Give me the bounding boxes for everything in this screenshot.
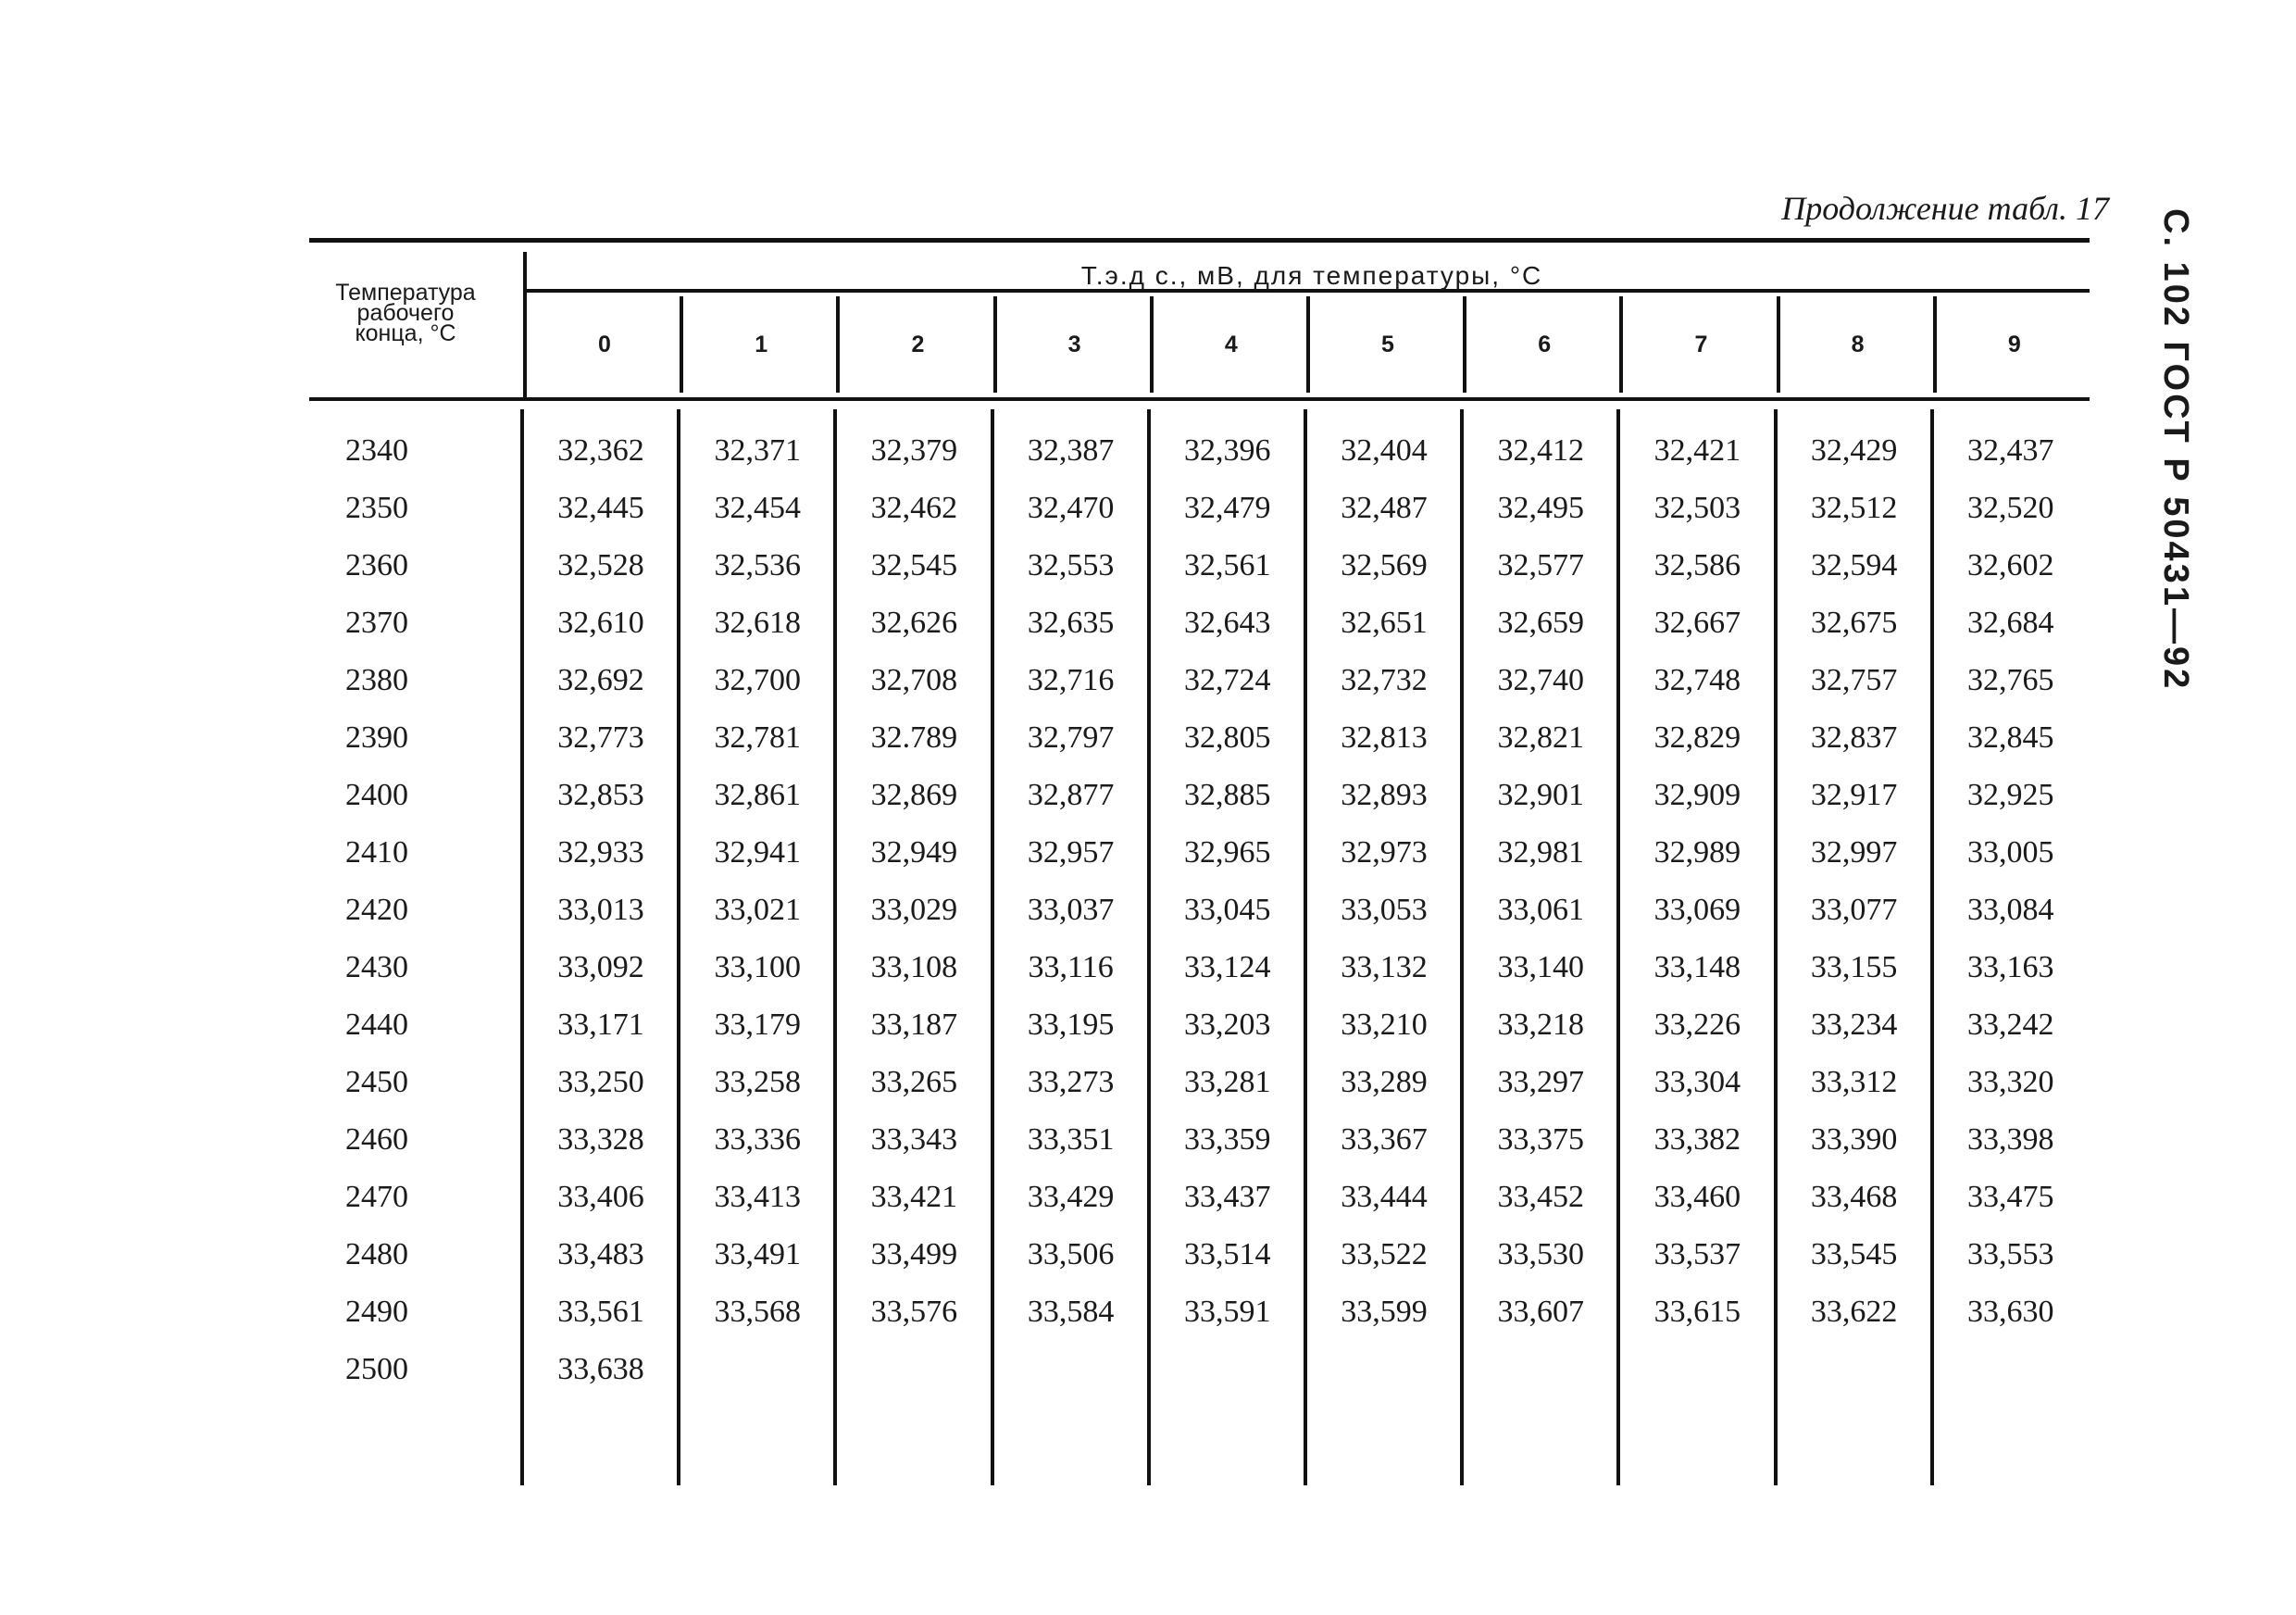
emf-cell: 32,941: [714, 835, 801, 870]
emf-cell: 33,561: [557, 1295, 644, 1329]
emf-cell: 32,861: [714, 778, 801, 812]
temperature-cell: 2380: [345, 663, 408, 697]
emf-cell: 33,226: [1653, 1008, 1741, 1042]
emf-cell: 33,084: [1967, 893, 2054, 927]
emf-cell: 32,917: [1810, 778, 1898, 812]
stub-header-line: Температура: [335, 280, 476, 306]
emf-cell: 32,561: [1184, 548, 1271, 582]
emf-cell: 32,700: [714, 663, 801, 697]
emf-cell: 32,626: [870, 606, 958, 640]
emf-cell: 32,594: [1810, 548, 1898, 582]
emf-cell: 33,343: [870, 1122, 958, 1157]
emf-cell: 33,124: [1184, 950, 1271, 984]
emf-cell: 32,973: [1341, 835, 1428, 870]
emf-cell: 32,909: [1653, 778, 1741, 812]
emf-cell: 32,643: [1184, 606, 1271, 640]
emf-cell: 32,520: [1967, 491, 2054, 525]
emf-cell: 32,577: [1497, 548, 1584, 582]
emf-cell: 33,599: [1341, 1295, 1428, 1329]
temperature-cell: 2490: [345, 1295, 408, 1329]
column-header: 2: [911, 332, 925, 357]
emf-cell: 32,957: [1027, 835, 1115, 870]
table-top-rule: [309, 238, 2090, 243]
emf-cell: 33,029: [870, 893, 958, 927]
emf-cell: 32,437: [1967, 433, 2054, 468]
emf-cell: 32,651: [1341, 606, 1428, 640]
temperature-cell: 2480: [345, 1237, 408, 1271]
emf-cell: 32,404: [1341, 433, 1428, 468]
emf-cell: 32,757: [1810, 663, 1898, 697]
stub-header-line: конца, °С: [355, 320, 456, 346]
emf-cell: 33,234: [1810, 1008, 1898, 1042]
continuation-caption: Продолжение табл. 17: [1781, 190, 2109, 227]
emf-cell: 33,506: [1027, 1237, 1115, 1271]
emf-cell: 32,829: [1653, 720, 1741, 755]
emf-cell: 32,692: [557, 663, 644, 697]
emf-cell: 33,460: [1653, 1180, 1741, 1214]
emf-cell: 32,997: [1810, 835, 1898, 870]
emf-cell: 33,382: [1653, 1122, 1741, 1157]
emf-cell: 32,781: [714, 720, 801, 755]
emf-cell: 33,312: [1810, 1065, 1898, 1099]
temperature-cell: 2440: [345, 1008, 408, 1042]
emf-cell: 32,667: [1653, 606, 1741, 640]
emf-cell: 32,708: [870, 663, 958, 697]
emf-cell: 33,187: [870, 1008, 958, 1042]
temperature-cell: 2500: [345, 1352, 408, 1386]
emf-cell: 33,061: [1497, 893, 1584, 927]
header-column-rule: [1777, 296, 1780, 393]
emf-cell: 33,615: [1653, 1295, 1741, 1329]
emf-cell: 33,468: [1810, 1180, 1898, 1214]
header-column-rule: [1933, 296, 1937, 393]
emf-cell: 32,659: [1497, 606, 1584, 640]
emf-cell: 32,412: [1497, 433, 1584, 468]
emf-cell: 32,470: [1027, 491, 1115, 525]
emf-cell: 32,869: [870, 778, 958, 812]
header-column-rule: [836, 296, 840, 393]
emf-cell: 33,021: [714, 893, 801, 927]
emf-cell: 32,454: [714, 491, 801, 525]
temperature-cell: 2360: [345, 548, 408, 582]
emf-cell: 32,553: [1027, 548, 1115, 582]
emf-cell: 33,576: [870, 1295, 958, 1329]
emf-cell: 33,406: [557, 1180, 644, 1214]
emf-cell: 33,452: [1497, 1180, 1584, 1214]
emf-cell: 32,495: [1497, 491, 1584, 525]
stub-header-line: рабочего: [356, 300, 455, 326]
emf-cell: 33,320: [1967, 1065, 2054, 1099]
temperature-cell: 2460: [345, 1122, 408, 1157]
emf-cell: 33,053: [1341, 893, 1428, 927]
emf-cell: 32,933: [557, 835, 644, 870]
emf-cell: 32,387: [1027, 433, 1115, 468]
emf-cell: 32,877: [1027, 778, 1115, 812]
column-header: 0: [598, 332, 611, 357]
temperature-cell: 2340: [345, 433, 408, 468]
column-header: 6: [1538, 332, 1552, 357]
emf-cell: 32,773: [557, 720, 644, 755]
emf-cell: 33,437: [1184, 1180, 1271, 1214]
emf-cell: 33,359: [1184, 1122, 1271, 1157]
header-column-rule: [1463, 296, 1466, 393]
emf-cell: 33,132: [1341, 950, 1428, 984]
emf-cell: 32,805: [1184, 720, 1271, 755]
emf-cell: 33,069: [1653, 893, 1741, 927]
emf-cell: 33,140: [1497, 950, 1584, 984]
emf-cell: 33,108: [870, 950, 958, 984]
emf-cell: 33,499: [870, 1237, 958, 1271]
emf-cell: 32,429: [1810, 433, 1898, 468]
emf-cell: 32,479: [1184, 491, 1271, 525]
emf-cell: 33,444: [1341, 1180, 1428, 1214]
emf-cell: 33,281: [1184, 1065, 1271, 1099]
emf-cell: 33,622: [1810, 1295, 1898, 1329]
emf-cell: 32,569: [1341, 548, 1428, 582]
emf-cell: 33,375: [1497, 1122, 1584, 1157]
temperature-cell: 2400: [345, 778, 408, 812]
emf-cell: 33,171: [557, 1008, 644, 1042]
emf-cell: 32,362: [557, 433, 644, 468]
emf-cell: 32,396: [1184, 433, 1271, 468]
header-column-rule: [993, 296, 997, 393]
emf-cell: 32,885: [1184, 778, 1271, 812]
emf-cell: 33,351: [1027, 1122, 1115, 1157]
emf-cell: 33,413: [714, 1180, 801, 1214]
column-header: 9: [2007, 332, 2021, 357]
span-header: Т.э.д с., мВ, для температуры, °С: [1080, 261, 1543, 290]
emf-cell: 32,965: [1184, 835, 1271, 870]
emf-cell: 33,514: [1184, 1237, 1271, 1271]
emf-cell: 33,475: [1967, 1180, 2054, 1214]
emf-cell: 32,635: [1027, 606, 1115, 640]
emf-cell: 32,813: [1341, 720, 1428, 755]
temperature-cell: 2350: [345, 491, 408, 525]
emf-cell: 33,297: [1497, 1065, 1584, 1099]
emf-cell: 33,179: [714, 1008, 801, 1042]
emf-cell: 33,421: [870, 1180, 958, 1214]
emf-cell: 32,989: [1653, 835, 1741, 870]
emf-cell: 33,328: [557, 1122, 644, 1157]
temperature-cell: 2370: [345, 606, 408, 640]
temperature-cell: 2430: [345, 950, 408, 984]
emf-cell: 32,716: [1027, 663, 1115, 697]
emf-cell: 32,740: [1497, 663, 1584, 697]
page-side-label: С. 102 ГОСТ Р 50431—92: [2156, 208, 2195, 692]
temperature-cell: 2390: [345, 720, 408, 755]
emf-cell: 33,195: [1027, 1008, 1115, 1042]
emf-cell: 32,536: [714, 548, 801, 582]
emf-cell: 33,148: [1653, 950, 1741, 984]
column-header: 7: [1694, 332, 1708, 357]
emf-cell: 32,893: [1341, 778, 1428, 812]
header-column-rule: [680, 296, 683, 393]
emf-cell: 32,949: [870, 835, 958, 870]
emf-cell: 32,445: [557, 491, 644, 525]
emf-cell: 32,487: [1341, 491, 1428, 525]
column-header: 5: [1381, 332, 1394, 357]
emf-cell: 32,925: [1967, 778, 2054, 812]
column-header: 8: [1851, 332, 1865, 357]
header-column-rule: [523, 252, 527, 400]
emf-cell: 33,242: [1967, 1008, 2054, 1042]
emf-cell: 33,092: [557, 950, 644, 984]
emf-cell: 33,522: [1341, 1237, 1428, 1271]
emf-cell: 33,429: [1027, 1180, 1115, 1214]
emf-cell: 33,491: [714, 1237, 801, 1271]
emf-cell: 33,218: [1497, 1008, 1584, 1042]
emf-cell: 33,630: [1967, 1295, 2054, 1329]
header-bottom-rule: [309, 397, 2090, 401]
emf-cell: 32,684: [1967, 606, 2054, 640]
emf-cell: 33,638: [557, 1352, 644, 1386]
emf-cell: 33,304: [1653, 1065, 1741, 1099]
emf-cell: 33,265: [870, 1065, 958, 1099]
stub-header: [313, 282, 498, 344]
column-header: 3: [1067, 332, 1081, 357]
header-column-rule: [1150, 296, 1154, 393]
emf-cell: 32,462: [870, 491, 958, 525]
emf-cell: 33,037: [1027, 893, 1115, 927]
header-column-rule: [1306, 296, 1310, 393]
emf-cell: 33,553: [1967, 1237, 2054, 1271]
emf-cell: 33,289: [1341, 1065, 1428, 1099]
emf-cell: 32,421: [1653, 433, 1741, 468]
emf-cell: 32,512: [1810, 491, 1898, 525]
emf-cell: 32,586: [1653, 548, 1741, 582]
emf-cell: 33,077: [1810, 893, 1898, 927]
emf-cell: 32,797: [1027, 720, 1115, 755]
emf-cell: 33,483: [557, 1237, 644, 1271]
emf-cell: 33,100: [714, 950, 801, 984]
emf-cell: 32,379: [870, 433, 958, 468]
emf-cell: 32,765: [1967, 663, 2054, 697]
emf-cell: 32,602: [1967, 548, 2054, 582]
emf-cell: 33,013: [557, 893, 644, 927]
emf-cell: 33,005: [1967, 835, 2054, 870]
temperature-cell: 2410: [345, 835, 408, 870]
emf-cell: 33,336: [714, 1122, 801, 1157]
emf-cell: 33,584: [1027, 1295, 1115, 1329]
emf-cell: 32,732: [1341, 663, 1428, 697]
emf-cell: 33,163: [1967, 950, 2054, 984]
emf-cell: 32,837: [1810, 720, 1898, 755]
emf-cell: 33,390: [1810, 1122, 1898, 1157]
emf-cell: 32,618: [714, 606, 801, 640]
emf-cell: 32,545: [870, 548, 958, 582]
emf-cell: 33,367: [1341, 1122, 1428, 1157]
emf-cell: 32,901: [1497, 778, 1584, 812]
emf-cell: 33,203: [1184, 1008, 1271, 1042]
emf-cell: 33,568: [714, 1295, 801, 1329]
temperature-cell: 2450: [345, 1065, 408, 1099]
emf-cell: 33,258: [714, 1065, 801, 1099]
emf-cell: 32,371: [714, 433, 801, 468]
emf-cell: 32,528: [557, 548, 644, 582]
column-header: 1: [755, 332, 768, 357]
temperature-cell: 2420: [345, 893, 408, 927]
emf-cell: 32.789: [870, 720, 958, 755]
emf-cell: 33,116: [1028, 950, 1114, 984]
emf-cell: 33,273: [1027, 1065, 1115, 1099]
emf-cell: 32,610: [557, 606, 644, 640]
emf-cell: 32,675: [1810, 606, 1898, 640]
emf-cell: 33,530: [1497, 1237, 1584, 1271]
emf-cell: 32,748: [1653, 663, 1741, 697]
emf-cell: 33,155: [1810, 950, 1898, 984]
emf-cell: 33,398: [1967, 1122, 2054, 1157]
emf-cell: 33,545: [1810, 1237, 1898, 1271]
emf-cell: 33,591: [1184, 1295, 1271, 1329]
header-column-rule: [1619, 296, 1623, 393]
emf-cell: 33,537: [1653, 1237, 1741, 1271]
emf-cell: 32,853: [557, 778, 644, 812]
emf-cell: 32,845: [1967, 720, 2054, 755]
emf-cell: 32,821: [1497, 720, 1584, 755]
temperature-cell: 2470: [345, 1180, 408, 1214]
emf-cell: 32,981: [1497, 835, 1584, 870]
emf-cell: 33,607: [1497, 1295, 1584, 1329]
emf-cell: 33,250: [557, 1065, 644, 1099]
emf-cell: 33,045: [1184, 893, 1271, 927]
emf-cell: 33,210: [1341, 1008, 1428, 1042]
column-header: 4: [1224, 332, 1238, 357]
emf-cell: 32,503: [1653, 491, 1741, 525]
emf-cell: 32,724: [1184, 663, 1271, 697]
